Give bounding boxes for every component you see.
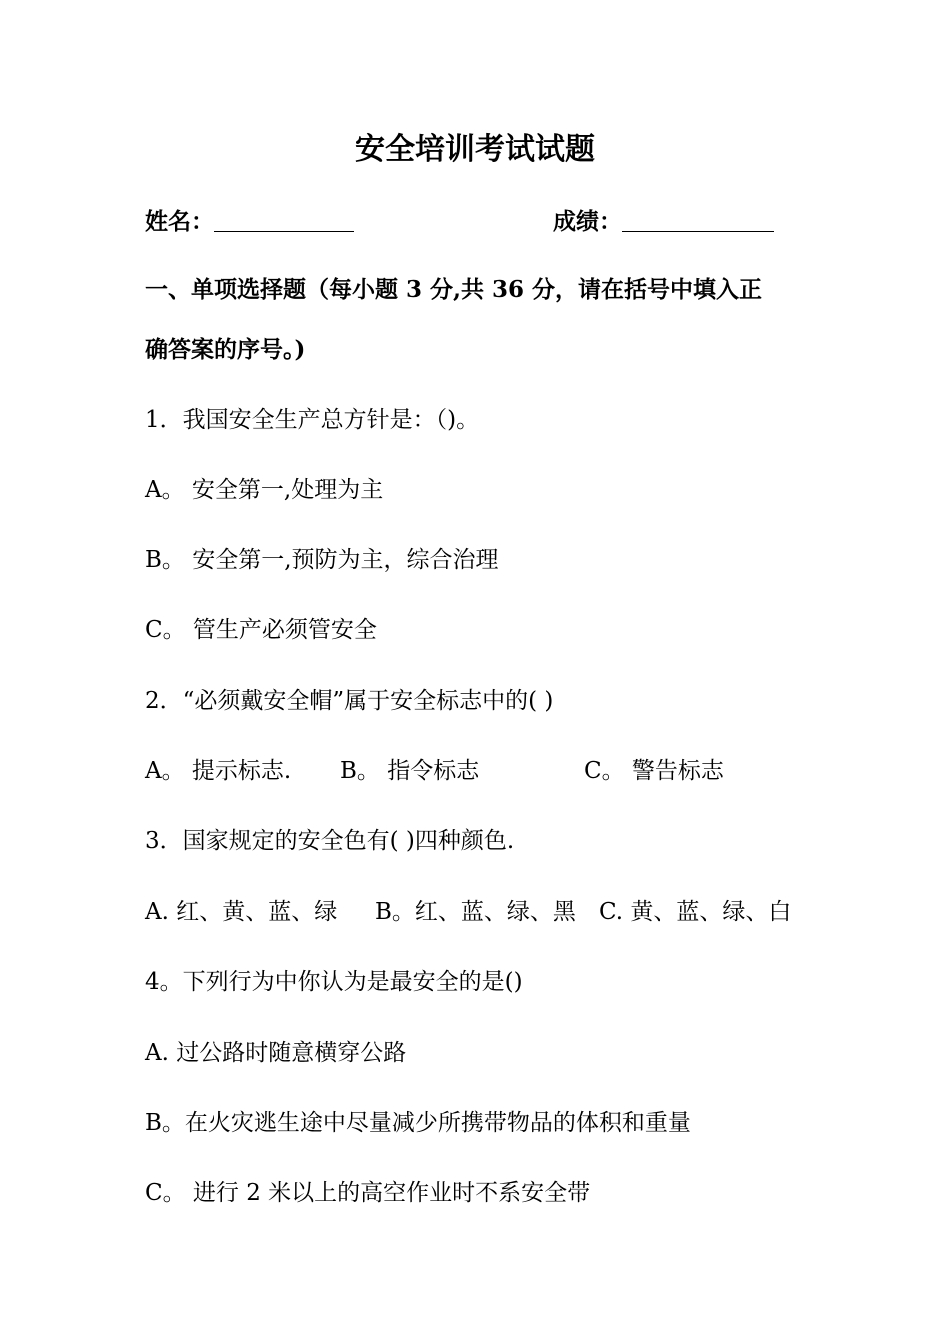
question-3-option-c: C. 黄、蓝、绿、白	[599, 899, 792, 925]
name-field-row	[145, 204, 354, 240]
question-4-stem: 4。下列行为中你认为是最安全的是()	[145, 969, 523, 995]
question-2-option-a: A。 提示标志.	[145, 758, 292, 784]
question-3-stem: 3．国家规定的安全色有( )四种颜色.	[145, 828, 515, 854]
question-2-option-c: C。 警告标志	[584, 758, 724, 784]
score-blank[interactable]	[622, 205, 774, 232]
question-4-option-b: B。在火灾逃生途中尽量减少所携带物品的体积和重量	[145, 1110, 691, 1136]
question-3-option-b: B。红、蓝、绿、黑	[375, 899, 576, 925]
section-heading-line1: 一、单项选择题（每小题 3 分,共 36 分，请在括号中填入正	[145, 276, 763, 303]
name-label: 姓名：	[145, 208, 214, 235]
page-title: 安全培训考试试题	[355, 132, 595, 167]
question-3-option-a: A. 红、黄、蓝、绿	[145, 899, 338, 925]
question-1-option-b: B。 安全第一,预防为主，综合治理	[145, 547, 499, 573]
question-1-stem: 1．我国安全生产总方针是：（)。	[145, 407, 480, 433]
question-4-option-a: A. 过公路时随意横穿公路	[145, 1040, 407, 1066]
name-blank[interactable]	[214, 205, 354, 232]
question-2-option-b: B。 指令标志	[340, 758, 480, 784]
question-4-option-c: C。 进行 2 米以上的高空作业时不系安全带	[145, 1180, 591, 1206]
question-2-stem: 2．“必须戴安全帽”属于安全标志中的( )	[145, 688, 554, 714]
section-heading-line2: 确答案的序号。)	[145, 336, 306, 363]
score-label: 成绩：	[553, 208, 622, 235]
question-1-option-c: C。 管生产必须管安全	[145, 617, 377, 643]
question-1-option-a: A。 安全第一,处理为主	[145, 477, 384, 503]
score-field-row	[553, 204, 774, 240]
